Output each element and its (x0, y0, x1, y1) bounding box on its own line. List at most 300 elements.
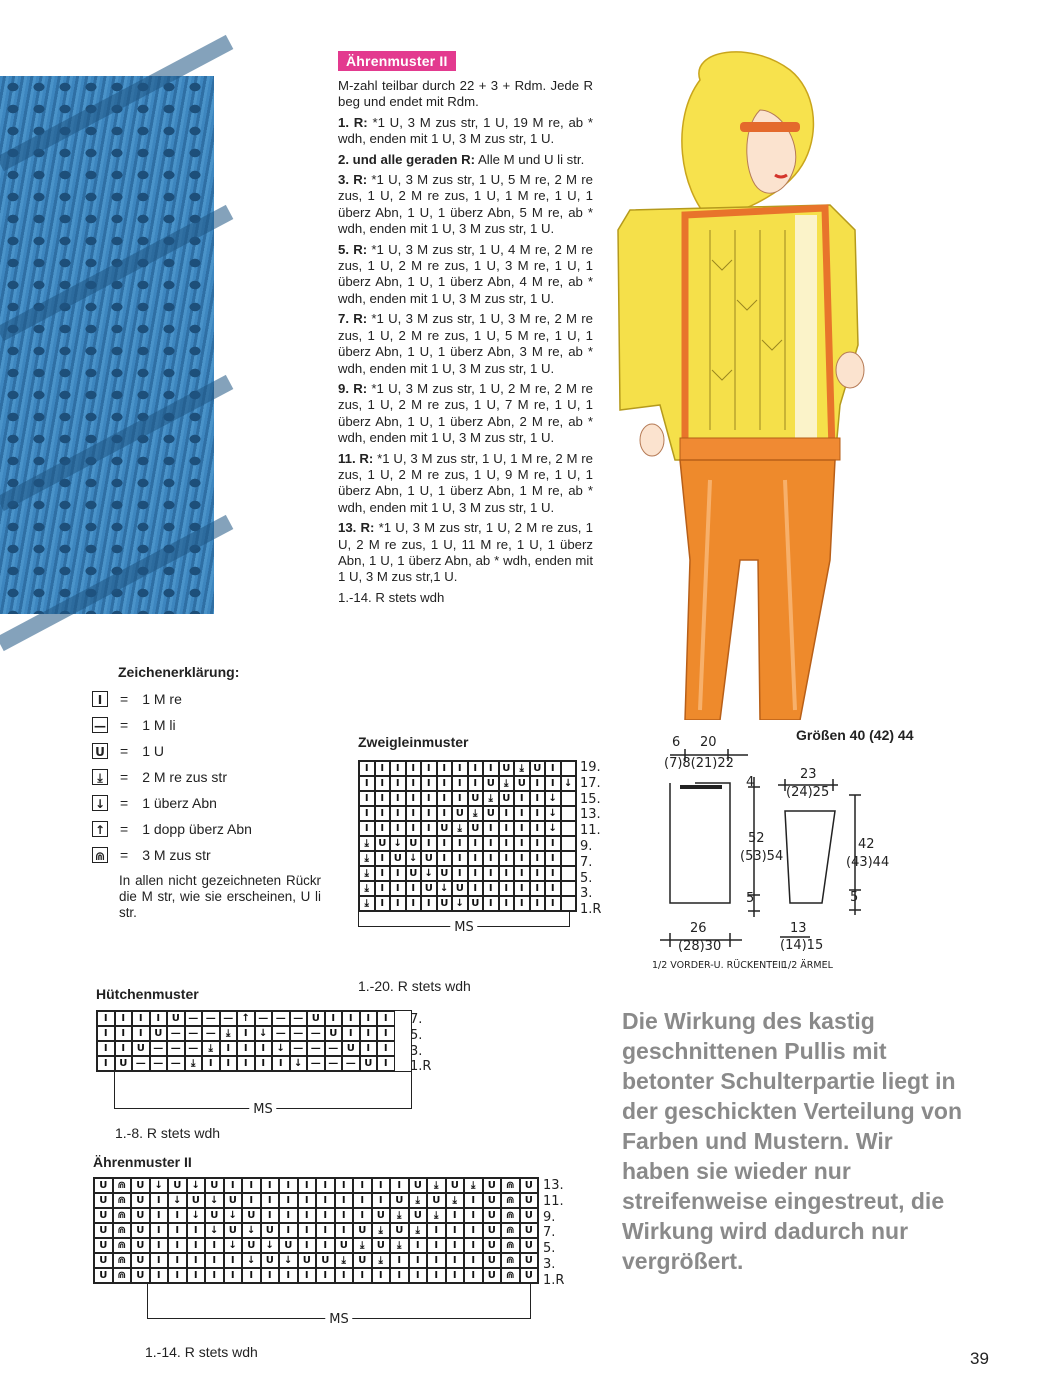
huetchen-ms-bracket (114, 1072, 412, 1117)
chart-cell: U (409, 1208, 428, 1223)
chart-cell: I (452, 851, 468, 866)
chart-cell: ⋒ (113, 1178, 132, 1193)
instruction-row-label: 11. R: (338, 450, 374, 466)
caption: Die Wirkung des kastig geschnittenen Pullis mit betonter Schulterpartie liegt in der geschickten Verteilung von Farben und Mustern. Wir haben sie wieder nur streifenweise eingestreut, die Wirkung wird dadurch nur vergrößert. (622, 1008, 962, 1274)
row-number: 3. (580, 886, 593, 902)
chart-cell: U (242, 1238, 261, 1253)
chart-cell: U (437, 896, 453, 911)
row-number: 13. (580, 807, 601, 823)
chart-cell: ↓ (168, 1193, 187, 1208)
chart-cell: U (94, 1253, 113, 1268)
chart-cell: U (483, 1238, 502, 1253)
chart-cell: U (452, 806, 468, 821)
legend-label: 1 dopp überz Abn (142, 821, 252, 837)
legend-equals: = (120, 769, 129, 785)
chart-cell: I (545, 761, 561, 776)
instruction-row (338, 451, 593, 517)
chart-cell: I (342, 1026, 360, 1041)
chart-cell: U (520, 1208, 539, 1223)
chart-cell: ⤓ (335, 1253, 354, 1268)
chart-cell: I (359, 761, 375, 776)
row-number: 5. (410, 1027, 423, 1043)
chart-cell: I (514, 821, 530, 836)
chart-cell: I (437, 776, 453, 791)
chart-cell: I (279, 1178, 298, 1193)
chart-cell: I (483, 821, 499, 836)
row-number: 5. (543, 1241, 556, 1257)
row-number: 1.R (410, 1059, 432, 1075)
chart-cell: I (150, 1268, 169, 1283)
zweig-chart-block (358, 760, 577, 935)
chart-cell: U (205, 1178, 224, 1193)
chart-cell: I (427, 1223, 446, 1238)
knit-sample-photo (0, 76, 214, 614)
chart-cell: I (468, 776, 484, 791)
chart-cell: I (187, 1223, 206, 1238)
huetchen-chart-grid (96, 1010, 412, 1072)
legend-equals: = (120, 743, 129, 759)
chart-cell: I (421, 896, 437, 911)
chart-cell: ⋒ (113, 1223, 132, 1238)
chart-cell: I (353, 1193, 372, 1208)
chart-cell: I (359, 806, 375, 821)
chart-cell: U (307, 1011, 325, 1026)
front-top-b: 20 (700, 735, 717, 750)
chart-cell: U (115, 1056, 133, 1071)
chart-cell: — (272, 1026, 290, 1041)
chart-cell: — (167, 1041, 185, 1056)
chart-cell: I (187, 1268, 206, 1283)
chart-cell: I (261, 1178, 280, 1193)
chart-cell: I (545, 776, 561, 791)
instruction-row-text: *1 U, 3 M zus str, 1 U, 3 M re, 2 M re zus, 1 U, 2 M re zus, 1 U, 5 M re, 1 U, 1 überz Abn, 1 U, 1 überz Abn, 3 M re, ab * wdh, enden mit 1 U, 3 M zus str, 1 U. (338, 311, 594, 376)
chart-cell: ⤓ (359, 851, 375, 866)
chart-cell: I (406, 896, 422, 911)
chart-cell: I (97, 1056, 115, 1071)
row-number: 5. (580, 870, 593, 886)
chart-cell: ⋒ (501, 1193, 520, 1208)
chart-cell: I (375, 896, 391, 911)
chart-cell: I (464, 1238, 483, 1253)
sleeve-h2: (43)44 (846, 855, 890, 870)
chart-cell: ⋒ (113, 1268, 132, 1283)
instruction-row (338, 172, 593, 238)
chart-cell: U (279, 1238, 298, 1253)
chart-cell: I (375, 806, 391, 821)
zweig-ms-bracket (358, 912, 570, 935)
chart-cell: I (335, 1208, 354, 1223)
chart-cell: U (342, 1041, 360, 1056)
chart-cell: I (237, 1056, 255, 1071)
legend-item (92, 790, 332, 816)
chart-cell: U (316, 1253, 335, 1268)
front-width: 26 (690, 921, 707, 936)
zweig-ms-label: MS (450, 920, 477, 935)
chart-cell: U (353, 1223, 372, 1238)
chart-cell: U (468, 896, 484, 911)
chart-cell: ↓ (224, 1208, 243, 1223)
chart-cell: U (520, 1193, 539, 1208)
chart-cell: I (375, 881, 391, 896)
chart-cell: — (185, 1041, 203, 1056)
row-number: 17. (580, 775, 601, 791)
chart-cell: I (468, 836, 484, 851)
chart-cell: U (514, 776, 530, 791)
chart-cell: I (390, 791, 406, 806)
chart-cell: I (545, 851, 561, 866)
legend-label: 1 M re (142, 691, 182, 707)
chart-cell: ↓ (421, 866, 437, 881)
chart-cell: I (316, 1268, 335, 1283)
chart-cell: ↓ (242, 1253, 261, 1268)
sleeve-width: 13 (790, 921, 807, 936)
chart-cell: U (390, 1193, 409, 1208)
chart-cell: I (499, 881, 515, 896)
chart-cell: I (446, 1208, 465, 1223)
chart-cell: I (375, 776, 391, 791)
instructions-intro: M-zahl teilbar durch 22 + 3 + Rdm. Jede R beg und endet mit Rdm. (338, 78, 593, 110)
legend-symbol-icon: I (92, 691, 108, 707)
chart-cell: — (220, 1011, 238, 1026)
chart-cell: ↓ (187, 1208, 206, 1223)
instruction-row (338, 381, 593, 447)
chart-cell: ↓ (205, 1193, 224, 1208)
chart-cell: I (421, 776, 437, 791)
chart-cell: I (205, 1253, 224, 1268)
chart-cell: I (224, 1178, 243, 1193)
chart-cell: U (94, 1178, 113, 1193)
chart-cell: I (390, 821, 406, 836)
chart-cell: I (115, 1026, 133, 1041)
chart-cell: I (220, 1056, 238, 1071)
chart-cell: I (390, 1178, 409, 1193)
chart-cell: I (375, 866, 391, 881)
chart-cell: — (185, 1026, 203, 1041)
chart-cell: I (298, 1178, 317, 1193)
chart-cell: I (279, 1193, 298, 1208)
front-width2: (28)30 (678, 939, 722, 954)
row-number: 7. (543, 1225, 556, 1241)
chart-cell: I (446, 1253, 465, 1268)
chart-cell (561, 836, 577, 851)
row-number: 9. (580, 838, 593, 854)
chart-cell: ⤓ (499, 776, 515, 791)
legend-note: In allen nicht gezeichneten Rückr die M str, wie sie erscheinen, U li str. (119, 873, 321, 920)
chart-cell: I (514, 881, 530, 896)
chart-cell: I (115, 1041, 133, 1056)
chart-cell: ⋒ (501, 1238, 520, 1253)
chart-cell: I (372, 1193, 391, 1208)
chart-cell: I (530, 881, 546, 896)
chart-cell: I (150, 1208, 169, 1223)
chart-cell: ⤓ (464, 1178, 483, 1193)
chart-cell: I (468, 866, 484, 881)
instruction-rows (338, 115, 593, 586)
aehren-ms-label: MS (325, 1312, 352, 1327)
chart-cell: ⋒ (501, 1223, 520, 1238)
legend-item (92, 764, 332, 790)
chart-cell: I (545, 881, 561, 896)
chart-cell (561, 881, 577, 896)
chart-cell: I (499, 896, 515, 911)
chart-cell: I (237, 1026, 255, 1041)
chart-cell: I (545, 896, 561, 911)
chart-cell: — (272, 1011, 290, 1026)
row-number: 11. (543, 1193, 564, 1209)
chart-cell: I (97, 1026, 115, 1041)
chart-cell: I (530, 806, 546, 821)
huetchen-ms-label: MS (249, 1102, 276, 1117)
chart-cell: U (390, 851, 406, 866)
chart-cell: I (390, 806, 406, 821)
chart-cell: U (390, 1223, 409, 1238)
instruction-row-text: Alle M und U li str. (475, 151, 585, 167)
chart-cell: I (464, 1193, 483, 1208)
chart-cell: I (409, 1253, 428, 1268)
sleeve-h-bot: 5 (850, 890, 859, 905)
chart-cell: ⤓ (220, 1026, 238, 1041)
chart-cell: — (325, 1041, 343, 1056)
chart-cell: ⋒ (113, 1238, 132, 1253)
chart-cell: I (390, 761, 406, 776)
chart-cell: I (150, 1193, 169, 1208)
aehren-ms-bracket (147, 1284, 531, 1327)
chart-cell: ⤓ (409, 1223, 428, 1238)
chart-cell: I (168, 1253, 187, 1268)
chart-cell: I (168, 1208, 187, 1223)
chart-cell: I (316, 1178, 335, 1193)
chart-cell: I (421, 821, 437, 836)
chart-cell: — (325, 1056, 343, 1071)
chart-cell: I (279, 1223, 298, 1238)
chart-cell: I (372, 1178, 391, 1193)
chart-cell: I (342, 1011, 360, 1026)
chart-cell: I (325, 1011, 343, 1026)
aehren-repeat-note: 1.-14. R stets wdh (145, 1344, 258, 1360)
chart-cell: I (168, 1223, 187, 1238)
chart-cell: I (452, 791, 468, 806)
aehren-chart-title: Ährenmuster II (93, 1154, 192, 1170)
front-h-mid: 52 (748, 831, 765, 846)
chart-cell: ↓ (150, 1178, 169, 1193)
chart-cell: I (406, 881, 422, 896)
chart-cell: U (372, 1238, 391, 1253)
chart-cell: ⋒ (501, 1178, 520, 1193)
chart-cell: ⤓ (359, 836, 375, 851)
chart-cell: — (167, 1056, 185, 1071)
chart-cell: — (290, 1011, 308, 1026)
chart-cell: ↓ (545, 791, 561, 806)
legend-item (92, 738, 332, 764)
chart-cell: U (499, 761, 515, 776)
chart-cell: U (483, 776, 499, 791)
chart-cell: ↓ (261, 1238, 280, 1253)
huetchen-chart-title: Hütchenmuster (96, 986, 199, 1002)
chart-cell: I (483, 896, 499, 911)
chart-cell: ⤓ (359, 881, 375, 896)
huetchen-chart-block (96, 1010, 412, 1117)
chart-cell (561, 821, 577, 836)
chart-cell: I (514, 851, 530, 866)
chart-cell: I (261, 1193, 280, 1208)
zweig-chart-grid (358, 760, 577, 912)
chart-cell: I (427, 1268, 446, 1283)
chart-cell: U (132, 1041, 150, 1056)
chart-cell: I (437, 806, 453, 821)
chart-cell: ↓ (224, 1238, 243, 1253)
chart-cell: I (390, 776, 406, 791)
chart-cell: I (150, 1223, 169, 1238)
chart-cell: — (307, 1041, 325, 1056)
sleeve-width2: (14)15 (780, 938, 824, 953)
instruction-row-label: 7. R: (338, 311, 368, 327)
size-schematic (650, 735, 900, 975)
chart-cell: U (530, 761, 546, 776)
chart-cell: I (150, 1238, 169, 1253)
legend-item (92, 816, 332, 842)
chart-cell: I (406, 776, 422, 791)
sleeve-top2: (24)25 (786, 785, 830, 800)
instruction-row (338, 152, 593, 168)
chart-cell: I (220, 1041, 238, 1056)
chart-cell: I (499, 806, 515, 821)
chart-cell: U (483, 1208, 502, 1223)
chart-cell: — (290, 1026, 308, 1041)
chart-cell: — (290, 1041, 308, 1056)
chart-cell: ⤓ (353, 1238, 372, 1253)
chart-cell: I (514, 866, 530, 881)
chart-cell: U (421, 851, 437, 866)
instruction-row-label: 3. R: (338, 172, 368, 188)
chart-cell: U (483, 1253, 502, 1268)
chart-cell: ⤓ (427, 1178, 446, 1193)
chart-cell: ↓ (205, 1223, 224, 1238)
chart-cell: I (406, 791, 422, 806)
chart-cell: I (377, 1041, 395, 1056)
chart-cell: I (530, 896, 546, 911)
chart-cell: I (499, 866, 515, 881)
chart-cell: I (132, 1026, 150, 1041)
chart-cell: I (132, 1011, 150, 1026)
chart-cell (561, 896, 577, 911)
front-h-bot: 5 (746, 891, 755, 906)
chart-cell: I (468, 851, 484, 866)
chart-cell: I (437, 836, 453, 851)
row-number: 3. (543, 1256, 556, 1272)
legend-equals: = (120, 691, 129, 707)
chart-cell: I (316, 1223, 335, 1238)
instruction-row-label: 1. R: (338, 114, 368, 130)
chart-cell: I (464, 1253, 483, 1268)
chart-cell: U (437, 821, 453, 836)
chart-cell: ↓ (255, 1026, 273, 1041)
chart-cell: ⋒ (501, 1253, 520, 1268)
chart-cell: U (224, 1223, 243, 1238)
chart-cell: — (150, 1056, 168, 1071)
chart-cell: I (298, 1223, 317, 1238)
chart-cell: ⤓ (483, 791, 499, 806)
symbol-legend (92, 664, 332, 868)
legend-equals: = (120, 821, 129, 837)
chart-cell (561, 866, 577, 881)
chart-cell: ↓ (279, 1253, 298, 1268)
chart-cell: I (406, 821, 422, 836)
chart-cell: I (187, 1253, 206, 1268)
chart-cell: U (94, 1268, 113, 1283)
legend-label: 1 M li (142, 717, 176, 733)
legend-label: 3 M zus str (142, 847, 211, 863)
front-top-c: (7)8(21)22 (664, 756, 734, 771)
chart-cell: U (94, 1208, 113, 1223)
chart-cell: I (255, 1056, 273, 1071)
chart-cell: I (530, 776, 546, 791)
chart-cell: I (530, 836, 546, 851)
chart-cell: U (483, 1268, 502, 1283)
front-top-a: 6 (672, 735, 681, 750)
chart-cell: I (437, 791, 453, 806)
chart-cell: U (437, 866, 453, 881)
chart-cell: U (406, 866, 422, 881)
chart-cell: U (520, 1223, 539, 1238)
chart-cell: I (427, 1238, 446, 1253)
zweig-row-numbers (580, 760, 601, 918)
row-number: 1.R (543, 1272, 565, 1288)
chart-cell: ↓ (437, 881, 453, 896)
huetchen-row-numbers (410, 1012, 431, 1075)
chart-cell: I (97, 1011, 115, 1026)
chart-cell: U (520, 1238, 539, 1253)
sleeve-h: 42 (858, 837, 875, 852)
chart-cell: I (421, 806, 437, 821)
chart-cell: U (520, 1178, 539, 1193)
chart-cell: I (298, 1238, 317, 1253)
chart-cell: ⋒ (113, 1253, 132, 1268)
instruction-row (338, 311, 593, 377)
instructions-repeat: 1.-14. R stets wdh (338, 589, 445, 605)
pattern-title-tag: Ährenmuster II (338, 51, 456, 71)
legend-symbol-icon: ⋒ (92, 847, 108, 863)
instruction-row (338, 520, 593, 586)
chart-cell: ⋒ (113, 1208, 132, 1223)
chart-cell: ⋒ (501, 1208, 520, 1223)
chart-cell: I (499, 836, 515, 851)
legend-item (92, 712, 332, 738)
chart-cell: I (409, 1238, 428, 1253)
chart-cell: I (421, 836, 437, 851)
chart-cell: I (360, 1026, 378, 1041)
instruction-row-label: 5. R: (338, 241, 368, 257)
chart-cell: I (316, 1208, 335, 1223)
chart-cell: — (150, 1041, 168, 1056)
instruction-row-label: 9. R: (338, 380, 368, 396)
chart-cell: U (168, 1178, 187, 1193)
legend-equals: = (120, 795, 129, 811)
chart-cell: I (545, 866, 561, 881)
chart-cell: I (468, 881, 484, 896)
chart-cell: U (406, 836, 422, 851)
chart-cell: I (464, 1208, 483, 1223)
chart-cell: I (446, 1223, 465, 1238)
chart-cell: I (468, 761, 484, 776)
chart-cell: I (242, 1178, 261, 1193)
chart-cell: ↓ (272, 1041, 290, 1056)
sleeve-top: 23 (800, 767, 817, 782)
chart-cell: I (205, 1238, 224, 1253)
chart-cell: ⋒ (501, 1268, 520, 1283)
chart-cell: I (150, 1011, 168, 1026)
chart-cell: ↓ (242, 1223, 261, 1238)
chart-cell: I (499, 851, 515, 866)
